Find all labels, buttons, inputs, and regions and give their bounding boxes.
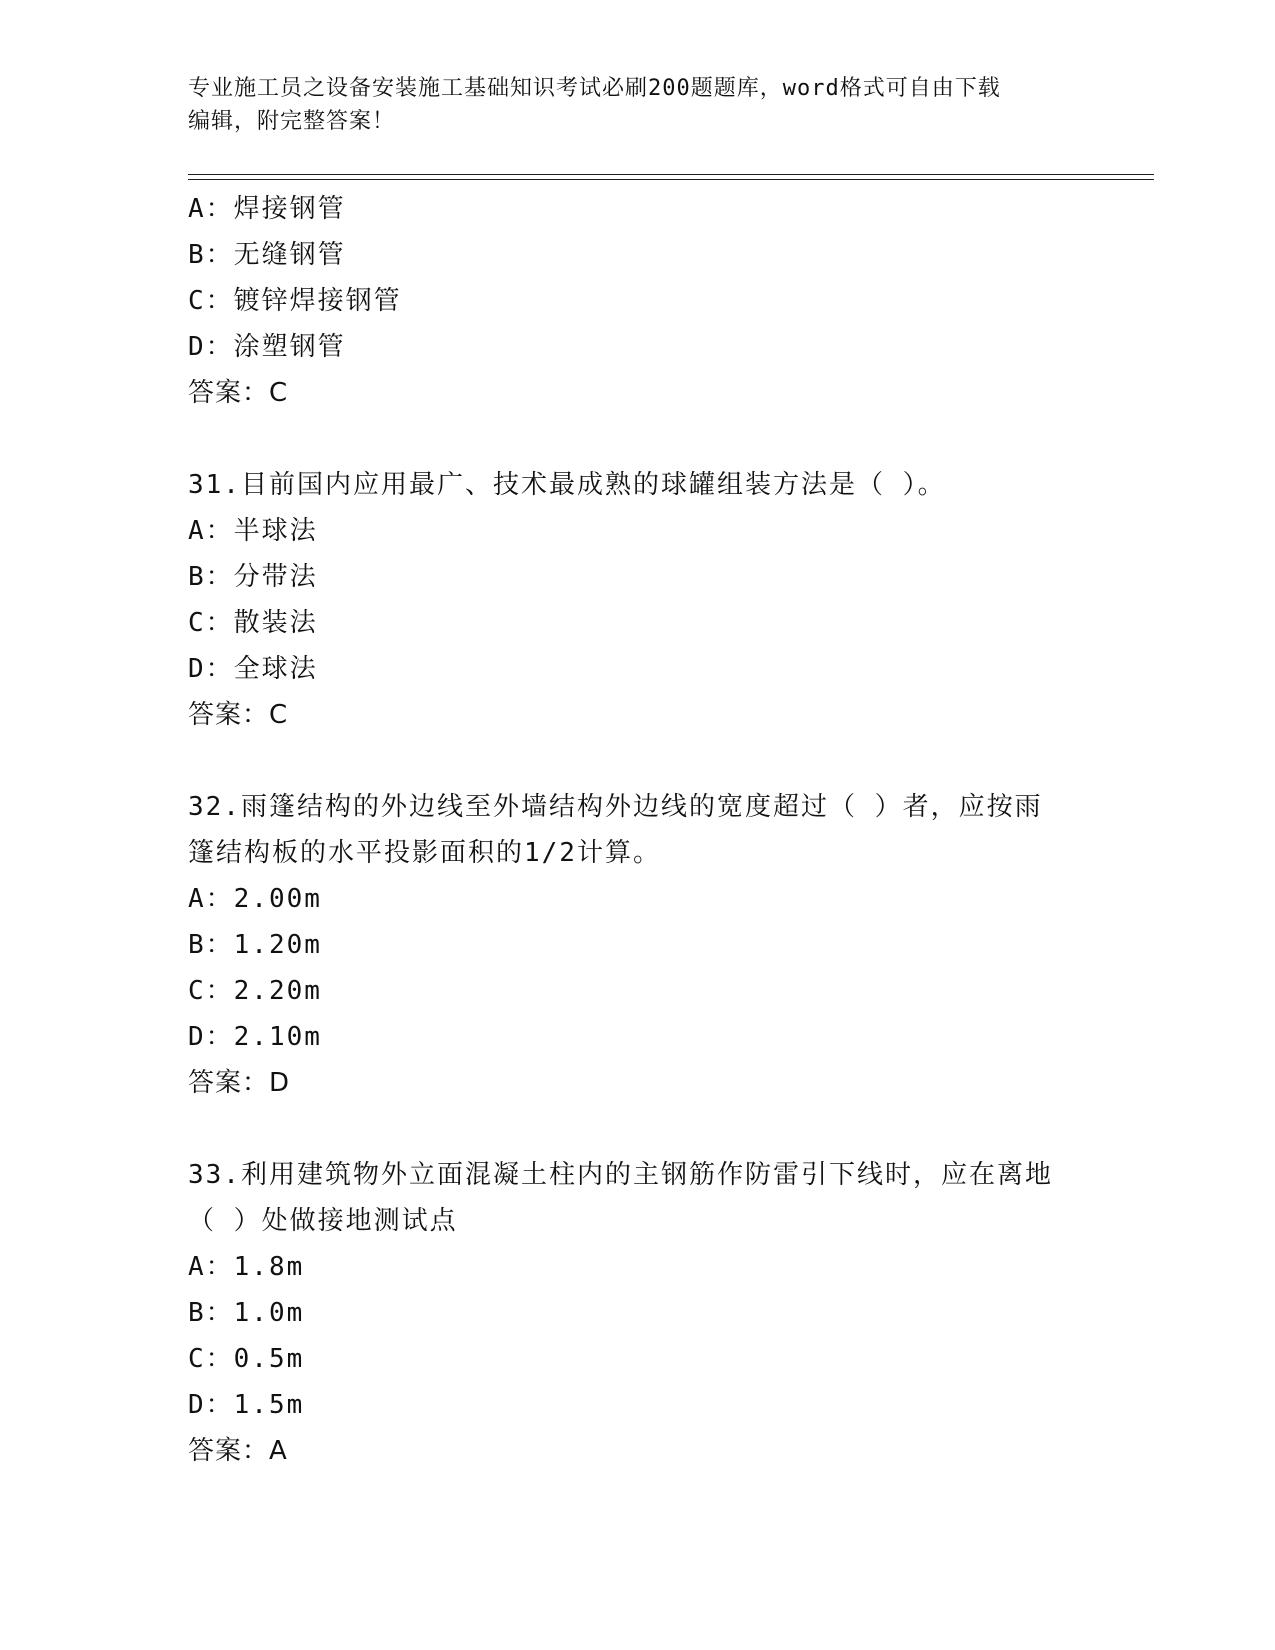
answer-line: 答案：A <box>188 1436 288 1466</box>
option-c: C：2.20m <box>188 976 322 1006</box>
question-33-block <box>188 1152 1088 1474</box>
option-d: D：涂塑钢管 <box>188 332 346 362</box>
document-header <box>188 72 1088 138</box>
option-c: C：0.5m <box>188 1344 305 1374</box>
option-a: A：1.8m <box>188 1252 305 1282</box>
question-30-block <box>188 186 1088 416</box>
question-stem-line-2: （ ）处做接地测试点 <box>188 1206 458 1236</box>
question-stem-line-1: 32.雨篷结构的外边线至外墙结构外边线的宽度超过（ ）者，应按雨 <box>188 792 1043 822</box>
question-stem-line-1: 33.利用建筑物外立面混凝土柱内的主钢筋作防雷引下线时，应在离地 <box>188 1160 1053 1190</box>
option-c: C：散装法 <box>188 608 318 638</box>
option-c: C：镀锌焊接钢管 <box>188 286 402 316</box>
option-d: D：2.10m <box>188 1022 322 1052</box>
spacer <box>188 738 1088 784</box>
answer-line: 答案：D <box>188 1068 291 1098</box>
header-divider-top <box>188 174 1154 175</box>
option-b: B：1.20m <box>188 930 322 960</box>
question-list <box>188 186 1088 1474</box>
answer-line: 答案：C <box>188 378 289 408</box>
option-b: B：无缝钢管 <box>188 240 346 270</box>
header-line-1: 专业施工员之设备安装施工基础知识考试必刷200题题库，word格式可自由下载 <box>188 76 1001 101</box>
question-31-block <box>188 462 1088 738</box>
option-d: D：1.5m <box>188 1390 305 1420</box>
question-stem: 31.目前国内应用最广、技术最成熟的球罐组装方法是（ ）。 <box>188 470 946 500</box>
question-32-block <box>188 784 1088 1106</box>
option-a: A：焊接钢管 <box>188 194 346 224</box>
option-b: B：分带法 <box>188 562 318 592</box>
option-a: A：2.00m <box>188 884 322 914</box>
option-d: D：全球法 <box>188 654 318 684</box>
spacer <box>188 1106 1088 1152</box>
header-line-2: 编辑，附完整答案！ <box>188 109 396 134</box>
option-a: A：半球法 <box>188 516 318 546</box>
header-divider-bottom <box>188 179 1154 180</box>
spacer <box>188 416 1088 462</box>
option-b: B：1.0m <box>188 1298 305 1328</box>
answer-line: 答案：C <box>188 700 289 730</box>
question-stem-line-2: 篷结构板的水平投影面积的1/2计算。 <box>188 838 661 868</box>
